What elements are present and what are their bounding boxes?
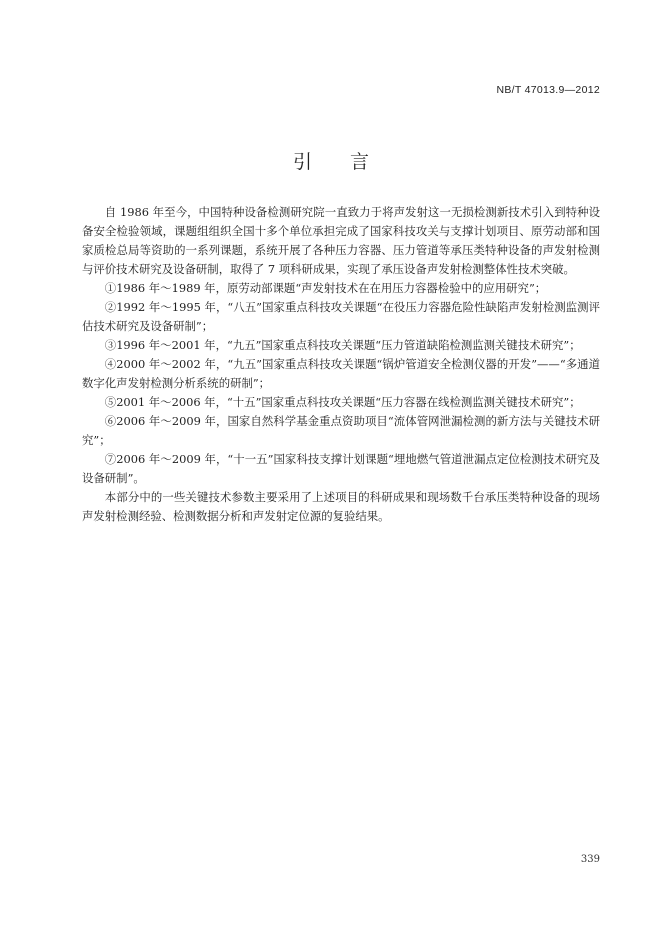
list-item: ①1986 年～1989 年，原劳动部课题“声发射技术在在用压力容器检验中的应用研究”； [104, 281, 547, 295]
list-item: ④2000 年～2002 年，“九五”国家重点科技攻关课题“锅炉管道安全检测仪器的开发”——“多通道数字化声发射检测分析系统的研制”； [82, 357, 600, 390]
list-item: ⑥2006 年～2009 年，国家自然科学基金重点资助项目“流体管网泄漏检测的新方法与关键技术研究”； [82, 414, 600, 447]
list-item: ⑤2001 年～2006 年，“十五”国家重点科技攻关课题“压力容器在线检测监测关键技术研究”； [104, 395, 581, 409]
body-text [82, 203, 600, 526]
page-title-char-2: 言 [350, 151, 370, 173]
list-item: ③1996 年～2001 年，“九五”国家重点科技攻关课题“压力管道缺陷检测监测关键技术研究”； [104, 338, 581, 352]
list-item: ⑦2006 年～2009 年，“十一五”国家科技支撑计划课题“埋地燃气管道泄漏点定位检测技术研究及设备研制”。 [82, 452, 600, 485]
paragraph-intro: 自 1986 年至今，中国特种设备检测研究院一直致力于将声发射这一无损检测新技术引入到特种设备安全检验领域，课题组组织全国十多个单位承担完成了国家科技攻关与支撑计划项目、原劳动部和国家质检总局等资助的一系列课题，系统开展了各种压力容器、压力管道等承压类特种设备的声发射检测与评价技术研究及设备研制，取得了 7 项科研成果，实现了承压设备声发射检测整体性技术突破。 [82, 205, 600, 276]
page-title [0, 147, 662, 174]
list-item: ②1992 年～1995 年，“八五”国家重点科技攻关课题“在役压力容器危险性缺陷声发射检测监测评估技术研究及设备研制”； [82, 300, 600, 333]
paragraph-conclusion: 本部分中的一些关键技术参数主要采用了上述项目的科研成果和现场数千台承压类特种设备的现场声发射检测经验、检测数据分析和声发射定位源的复验结果。 [82, 490, 600, 523]
page-number: 339 [580, 854, 600, 865]
page-title-char-1: 引 [292, 151, 312, 173]
standard-code: NB/T 47013.9—2012 [496, 84, 600, 96]
